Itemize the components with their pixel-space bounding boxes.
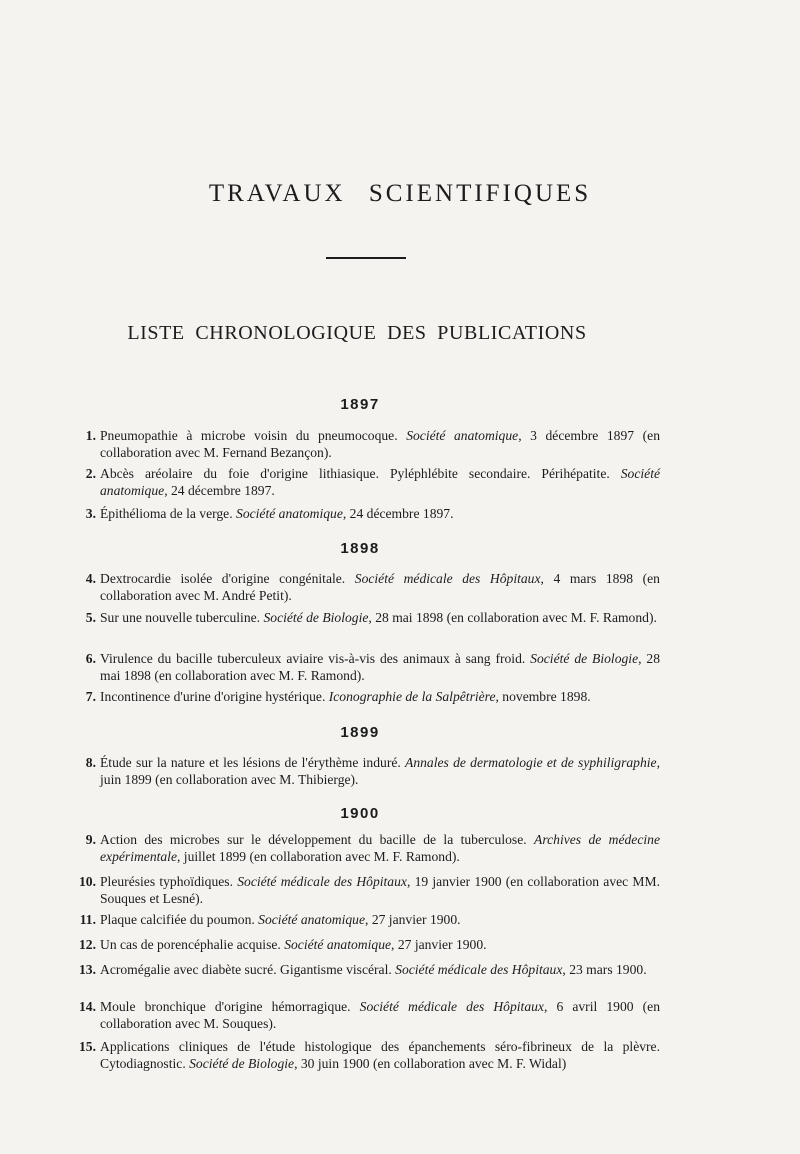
publication-entry <box>79 936 660 953</box>
entry-text: , 19 janvier 1900 (en collaboration avec MM. Souques et Lesné). <box>100 874 660 906</box>
journal-name: Société anatomique <box>100 466 660 498</box>
publication-entry <box>79 1038 660 1072</box>
year-heading-1900: 1900 <box>340 805 380 822</box>
entry-text: , 27 janvier 1900. <box>391 937 487 952</box>
entry-number: 2. <box>85 466 96 481</box>
entry-number: 3. <box>85 506 96 521</box>
entry-text: , 28 mai 1898 (en collaboration avec M. F. Ramond). <box>100 651 661 683</box>
entry-number: 4. <box>85 571 96 586</box>
entry-text: , 23 mars 1900. <box>562 962 647 977</box>
journal-name: Société de Biologie <box>263 610 369 625</box>
entry-text: Pneumopathie à microbe voisin du pneumocoque. <box>100 428 407 443</box>
publication-entry <box>85 505 660 522</box>
entry-number: 6. <box>85 651 96 666</box>
year-heading-1897: 1897 <box>340 396 380 413</box>
publication-entry <box>85 754 660 788</box>
journal-name: Société anatomique <box>284 937 392 952</box>
entry-text: Action des microbes sur le développement du bacille de la tuberculose. <box>100 832 535 847</box>
journal-name: Société de Biologie <box>530 651 639 666</box>
publication-entry <box>85 831 660 865</box>
publication-entry <box>79 961 660 978</box>
entry-text: Pleurésies typhoïdiques. <box>100 874 238 889</box>
publication-entry <box>85 427 660 461</box>
entry-text: Applications cliniques de l'étude histologique des épanchements séro-fibrineux de la plèvre. Cytodiagnostic. <box>100 1039 660 1071</box>
entry-text: Abcès aréolaire du foie d'origine lithiasique. Pyléphlébite secondaire. Périhépatite. <box>100 466 621 481</box>
publication-entry <box>85 609 660 626</box>
section-title: LISTE CHRONOLOGIQUE DES PUBLICATIONS <box>127 322 587 344</box>
page-title: TRAVAUX SCIENTIFIQUES <box>208 180 592 207</box>
entry-text: , 27 janvier 1900. <box>365 912 461 927</box>
entry-text: , 6 avril 1900 (en collaboration avec M. Souques). <box>100 999 660 1031</box>
entry-number: 9. <box>85 832 96 847</box>
entry-number: 14. <box>79 999 96 1014</box>
entry-number: 13. <box>79 962 96 977</box>
entry-text: Plaque calcifiée du poumon. <box>100 912 259 927</box>
entry-text: , 3 décembre 1897 (en collaboration avec M. Fernand Bezançon). <box>100 428 660 460</box>
publication-entry <box>85 465 660 499</box>
year-heading-1898: 1898 <box>340 540 380 557</box>
publication-entry <box>79 998 660 1032</box>
entry-text: Un cas de porencéphalie acquise. <box>100 937 285 952</box>
journal-name: Société médicale des Hôpitaux <box>359 999 544 1014</box>
entry-text: , 28 mai 1898 (en collaboration avec M. F. Ramond). <box>368 610 657 625</box>
entry-text: , 24 décembre 1897. <box>164 483 275 498</box>
year-heading-1899: 1899 <box>340 724 380 741</box>
entry-text: Acromégalie avec diabète sucré. Gigantisme viscéral. <box>100 962 396 977</box>
publication-entry <box>79 911 660 928</box>
entry-text: Incontinence d'urine d'origine hystérique. <box>100 689 329 704</box>
journal-name: Archives de médecine expérimentale <box>100 832 660 864</box>
entry-text: Virulence du bacille tuberculeux aviaire vis-à-vis des animaux à sang froid. <box>100 651 531 666</box>
entry-text: , juin 1899 (en collaboration avec M. Thibierge). <box>100 755 660 787</box>
title-divider <box>326 257 406 259</box>
journal-name: Société médicale des Hôpitaux <box>354 571 541 586</box>
entry-text: , 24 décembre 1897. <box>342 506 454 521</box>
journal-name: Annales de dermatologie et de syphiligraphie <box>405 755 657 770</box>
journal-name: Société anatomique <box>258 912 366 927</box>
publication-entry <box>79 873 660 907</box>
entry-text: Sur une nouvelle tuberculine. <box>100 610 264 625</box>
entry-number: 10. <box>79 874 96 889</box>
publication-entry <box>85 650 661 684</box>
entry-number: 11. <box>79 912 96 927</box>
journal-name: Iconographie de la Salpêtrière <box>328 689 496 704</box>
entry-number: 15. <box>79 1039 96 1054</box>
entry-text: , novembre 1898. <box>495 689 591 704</box>
entry-number: 5. <box>85 610 96 625</box>
journal-name: Société de Biologie <box>189 1056 295 1071</box>
publication-entry <box>85 570 660 604</box>
entry-number: 12. <box>79 937 96 952</box>
journal-name: Société anatomique <box>406 428 519 443</box>
journal-name: Société médicale des Hôpitaux <box>395 962 563 977</box>
publication-entry <box>85 688 660 705</box>
entry-text: Étude sur la nature et les lésions de l'érythème induré. <box>100 755 406 770</box>
entry-text: , 4 mars 1898 (en collaboration avec M. André Petit). <box>100 571 660 603</box>
entry-text: Épithélioma de la verge. <box>100 506 237 521</box>
journal-name: Société médicale des Hôpitaux <box>237 874 407 889</box>
entry-text: Moule bronchique d'origine hémorragique. <box>100 999 360 1014</box>
entry-text: , 30 juin 1900 (en collaboration avec M. F. Widal) <box>294 1056 567 1071</box>
entry-text: Dextrocardie isolée d'origine congénitale. <box>100 571 355 586</box>
journal-name: Société anatomique <box>236 506 343 521</box>
entry-number: 8. <box>85 755 96 770</box>
entry-number: 1. <box>85 428 96 443</box>
entry-number: 7. <box>85 689 96 704</box>
entry-text: , juillet 1899 (en collaboration avec M. F. Ramond). <box>177 849 460 864</box>
